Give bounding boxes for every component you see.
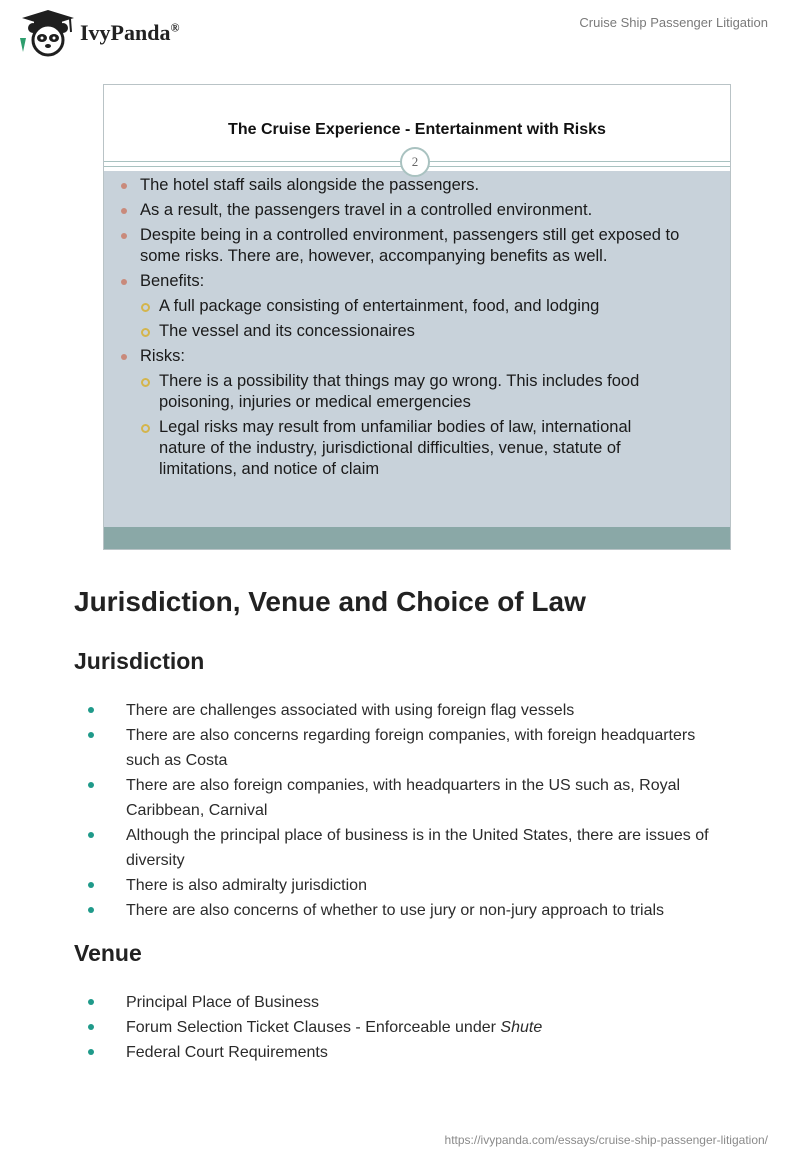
- slide-bullet: Benefits:: [104, 271, 730, 292]
- bullet-dot-icon: [88, 882, 94, 888]
- bullet-dot-icon: [121, 208, 127, 214]
- list-item: Federal Court Requirements: [0, 1040, 800, 1065]
- bullet-dot-icon: [121, 233, 127, 239]
- list-item: There are also concerns of whether to use jury or non-jury approach to trials: [0, 898, 800, 923]
- bullet-dot-icon: [121, 279, 127, 285]
- jurisdiction-heading: Jurisdiction: [74, 648, 205, 674]
- slide-sub-bullet: Legal risks may result from unfamiliar bodies of law, international nature of the industry, jurisdictional difficulties, venue, statute of limitations, and notice of claim: [104, 417, 730, 480]
- venue-list: [0, 990, 800, 1065]
- bullet-dot-icon: [88, 1024, 94, 1030]
- slide-footer-bar: [104, 527, 730, 549]
- bullet-ring-icon: [141, 328, 150, 337]
- bullet-dot-icon: [88, 907, 94, 913]
- slide-bullet: As a result, the passengers travel in a controlled environment.: [104, 200, 730, 221]
- slide-sub-bullet: The vessel and its concessionaires: [104, 321, 730, 342]
- slide-title: The Cruise Experience - Entertainment with Risks: [228, 121, 606, 138]
- bullet-dot-icon: [88, 832, 94, 838]
- list-item: Forum Selection Ticket Clauses - Enforceable under Shute: [0, 1015, 800, 1040]
- slide-bullet-list: [104, 175, 730, 484]
- list-item: There are also foreign companies, with headquarters in the US such as, Royal Caribbean, Carnival: [0, 773, 800, 823]
- bullet-ring-icon: [141, 303, 150, 312]
- slide-number-badge: 2: [400, 147, 430, 177]
- list-item: There is also admiralty jurisdiction: [0, 873, 800, 898]
- bullet-dot-icon: [88, 732, 94, 738]
- source-url-link[interactable]: https://ivypanda.com/essays/cruise-ship-passenger-litigation/: [444, 1133, 768, 1147]
- bullet-dot-icon: [88, 1049, 94, 1055]
- jurisdiction-list: [0, 698, 800, 923]
- venue-heading: Venue: [74, 940, 142, 966]
- document-title: Cruise Ship Passenger Litigation: [579, 15, 768, 30]
- case-name: Shute: [500, 1019, 543, 1036]
- bullet-ring-icon: [141, 424, 150, 433]
- slide-sub-bullet: A full package consisting of entertainment, food, and lodging: [104, 296, 730, 317]
- list-item: There are challenges associated with using foreign flag vessels: [0, 698, 800, 723]
- bullet-dot-icon: [121, 354, 127, 360]
- bullet-ring-icon: [141, 378, 150, 387]
- slide-bullet: The hotel staff sails alongside the passengers.: [104, 175, 730, 196]
- bullet-dot-icon: [88, 782, 94, 788]
- brand-name[interactable]: IvyPanda®: [80, 20, 180, 45]
- bullet-dot-icon: [121, 183, 127, 189]
- list-item: Although the principal place of business is in the United States, there are issues of diversity: [0, 823, 800, 873]
- list-item: Principal Place of Business: [0, 990, 800, 1015]
- bullet-dot-icon: [88, 707, 94, 713]
- bullet-dot-icon: [88, 999, 94, 1005]
- slide-sub-bullet: There is a possibility that things may go wrong. This includes food poisoning, injuries or medical emergencies: [104, 371, 730, 413]
- slide-bullet: Despite being in a controlled environment, passengers still get exposed to some risks. There are, however, accompanying benefits as well.: [104, 225, 730, 267]
- slide-bullet: Risks:: [104, 346, 730, 367]
- list-item: There are also concerns regarding foreign companies, with foreign headquarters such as Costa: [0, 723, 800, 773]
- page-header: [0, 0, 800, 70]
- section-heading: Jurisdiction, Venue and Choice of Law: [74, 586, 586, 617]
- presentation-slide-image: [103, 84, 731, 550]
- panda-graduate-logo-icon[interactable]: [14, 8, 76, 58]
